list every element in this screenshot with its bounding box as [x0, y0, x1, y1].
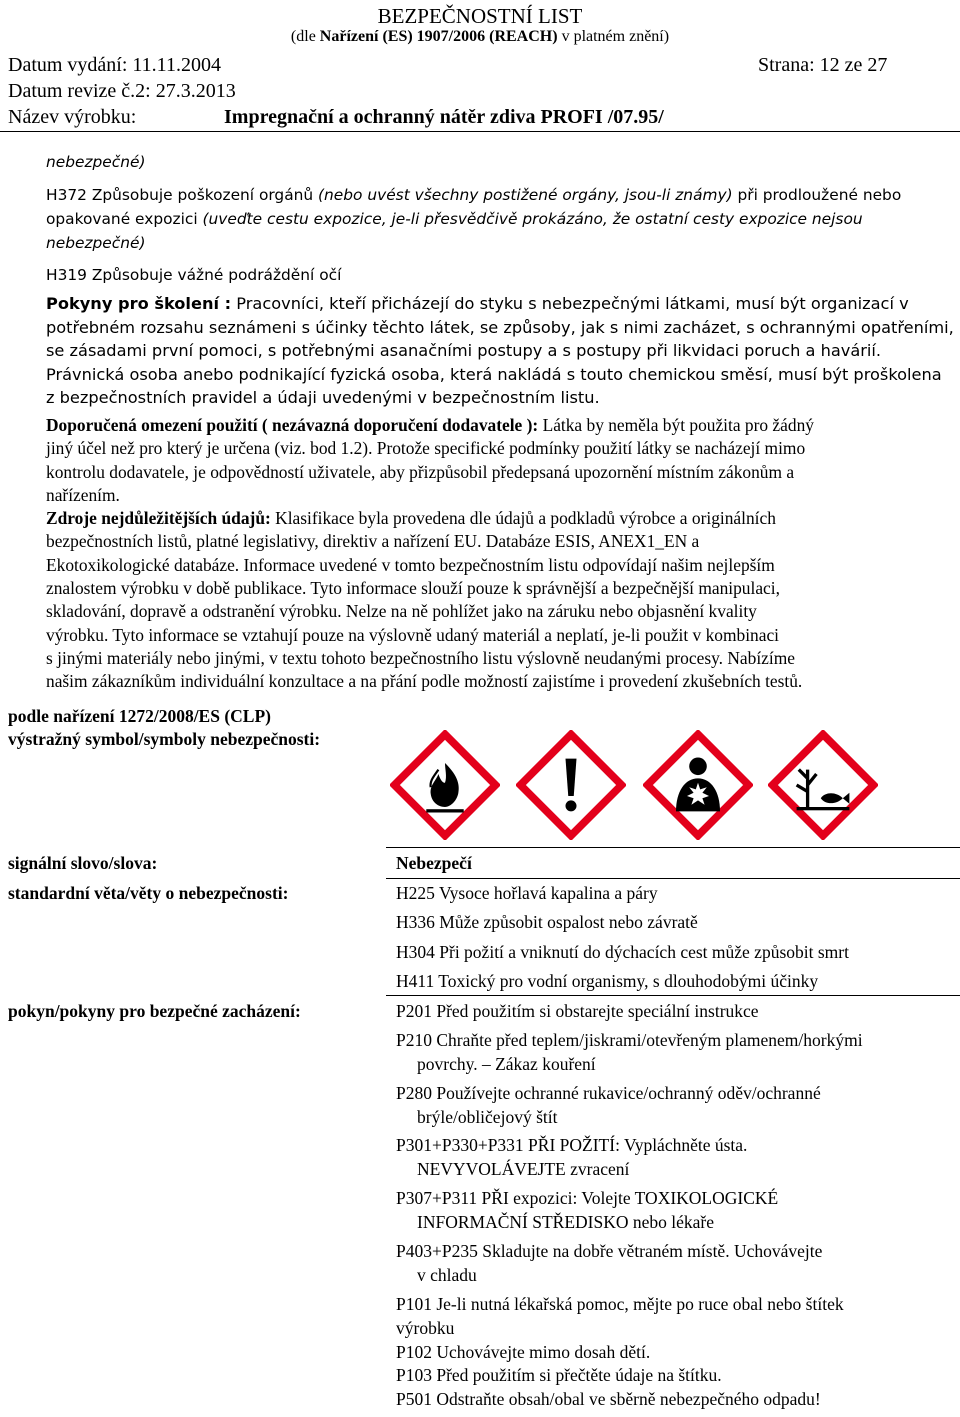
hazard-statements-label: standardní věta/věty o nebezpečnosti:: [8, 883, 289, 903]
training-instructions: Pokyny pro školení : Pracovníci, kteří přicházejí do styku s nebezpečnými látkami, musí být organizací v potřebném rozsahu seznámeni s účinky těchto látek, se způsoby, jak s nimi zacházet, s ochrannými opatřeními, se zásadami první pomoci, s potřebnými asanačními postupy a s postupy při likvidaci poruch a havárií. Právnická osoba anebo podnikající fyzická osoba, která nakládá s touto chemickou směsí, musí být proškolena z bezpečnostních pravidel a údaji uvedenými v bezpečnostním listu.: [46, 294, 954, 408]
environment-pictogram-icon: [768, 730, 878, 840]
regulation-subtitle: (dle Nařízení (ES) 1907/2006 (REACH) v platném znění): [290, 28, 670, 45]
flame-pictogram-icon: [390, 730, 500, 840]
row-divider: [386, 878, 960, 879]
p-statement: P501 Odstraňte obsah/obal ve sběrně nebezpečného odpadu!: [396, 1389, 821, 1409]
p-statement: P201 Před použitím si obstarejte speciální instrukce: [396, 1001, 759, 1021]
p-statement: P101 Je-li nutná lékařská pomoc, mějte po ruce obal nebo štítek výrobku: [396, 1294, 844, 1338]
p-statement: P307+P311 PŘI expozici: Volejte TOXIKOLOGICKÉ INFORMAČNÍ STŘEDISKO nebo lékaře: [396, 1188, 779, 1232]
clp-heading: podle nařízení 1272/2008/ES (CLP): [8, 706, 271, 726]
data-sources: Zdroje nejdůležitějších údajů: Klasifikace byla provedena dle údajů a podkladů výrobce a originálních: [46, 508, 776, 529]
signal-word-value: Nebezpečí: [396, 853, 472, 873]
page-number: Strana: 12 ze 27: [758, 54, 888, 76]
precautionary-statements-label: pokyn/pokyny pro bezpečné zacházení:: [8, 1001, 301, 1021]
hazard-statements-text: nebezpečné) H372 Způsobuje poškození orgánů (nebo uvést všechny postižené orgány, jsou-li známy) při prodloužené nebo opakované expozici (uveďte cestu expozice, je-li přesvědčivě prokázáno, že ostatní cesty expozice nejsou nebezpečné) H319 Způsobuje vážné podráždění očí: [46, 153, 902, 284]
h-statement: H304 Při požití a vniknutí do dýchacích cest může způsobit smrt: [396, 942, 849, 962]
document-title: BEZPEČNOSTNÍ LIST: [377, 4, 583, 28]
p-statement: P210 Chraňte před teplem/jiskrami/otevřeným plamenem/horkými povrchy. – Zákaz kouření: [396, 1030, 863, 1074]
product-label: Název výrobku:: [8, 106, 137, 128]
p-statement: P403+P235 Skladujte na dobře větraném místě. Uchovávejte v chladu: [396, 1241, 823, 1285]
exclamation-pictogram-icon: [516, 730, 626, 840]
h-statement: H411 Toxický pro vodní organismy, s dlouhodobými účinky: [396, 971, 819, 991]
health-hazard-pictogram-icon: [643, 730, 753, 840]
row-divider: [386, 847, 960, 848]
h-statement: H336 Může způsobit ospalost nebo závratě: [396, 912, 698, 932]
revision-date: Datum revize č.2: 27.3.2013: [8, 80, 236, 102]
product-name: Impregnační a ochranný nátěr zdiva PROFI /07.95/: [224, 106, 664, 128]
p-statement: P103 Před použitím si přečtěte údaje na štítku.: [396, 1365, 722, 1385]
p-statement: P102 Uchovávejte mimo dosah dětí.: [396, 1342, 651, 1362]
h-statement: H225 Vysoce hořlavá kapalina a páry: [396, 883, 658, 903]
issue-date: Datum vydání: 11.11.2004: [8, 54, 221, 76]
header-divider: [0, 131, 960, 132]
row-divider: [386, 995, 960, 996]
signal-word-label: signální slovo/slova:: [8, 853, 158, 873]
symbols-label: výstražný symbol/symboly nebezpečnosti:: [8, 729, 321, 749]
p-statement: P280 Používejte ochranné rukavice/ochranný oděv/ochranné brýle/obličejový štít: [396, 1083, 821, 1127]
p-statement: P301+P330+P331 PŘI POŽITÍ: Vypláchněte ústa. NEVYVOLÁVEJTE zvracení: [396, 1135, 748, 1179]
recommended-restrictions: Doporučená omezení použití ( nezávazná doporučení dodavatele ): Látka by neměla být použita pro žádný jiný účel než pro který je určena (viz. bod 1.2). Protože specifické podmínky použití látky se nacházejí mimo kontrolu dodavatele, je odpovědností uživatele, aby přizpůsobil předepsaná upozornění místním zákonům a nařízením. Zdroje nejdůležitějších údajů: Klasifikace byla provedena dle údajů a podkladů výrobce a originálních bezpečnostních listů, platné legislativy, direktiv a nařízení EU. Databáze ESIS, ANEX1_EN a Ekotoxikologické databáze. Informace uvedené v tomto bezpečnostním listu odpovídají našim nejlepším znalostem výrobku v době publikace. Tyto informace slouží pouze k správnější a bezpečnější manipulaci, skladování, dopravě a odstranění výrobku. Nelze na ně pohlížet jako na záruku nebo objasnění kvality výrobku. Tyto informace se vztahují pouze na výslovně udaný materiál a neplatí, je-li použit v kombinaci s jinými materiály nebo jinými, v textu tohoto bezpečnostního listu výslovně neudanými procesy. Nabízíme našim zákazníkům individuální konzultace a na přání podle možností zajistíme i provedení zkušebních testů.: [46, 414, 951, 694]
